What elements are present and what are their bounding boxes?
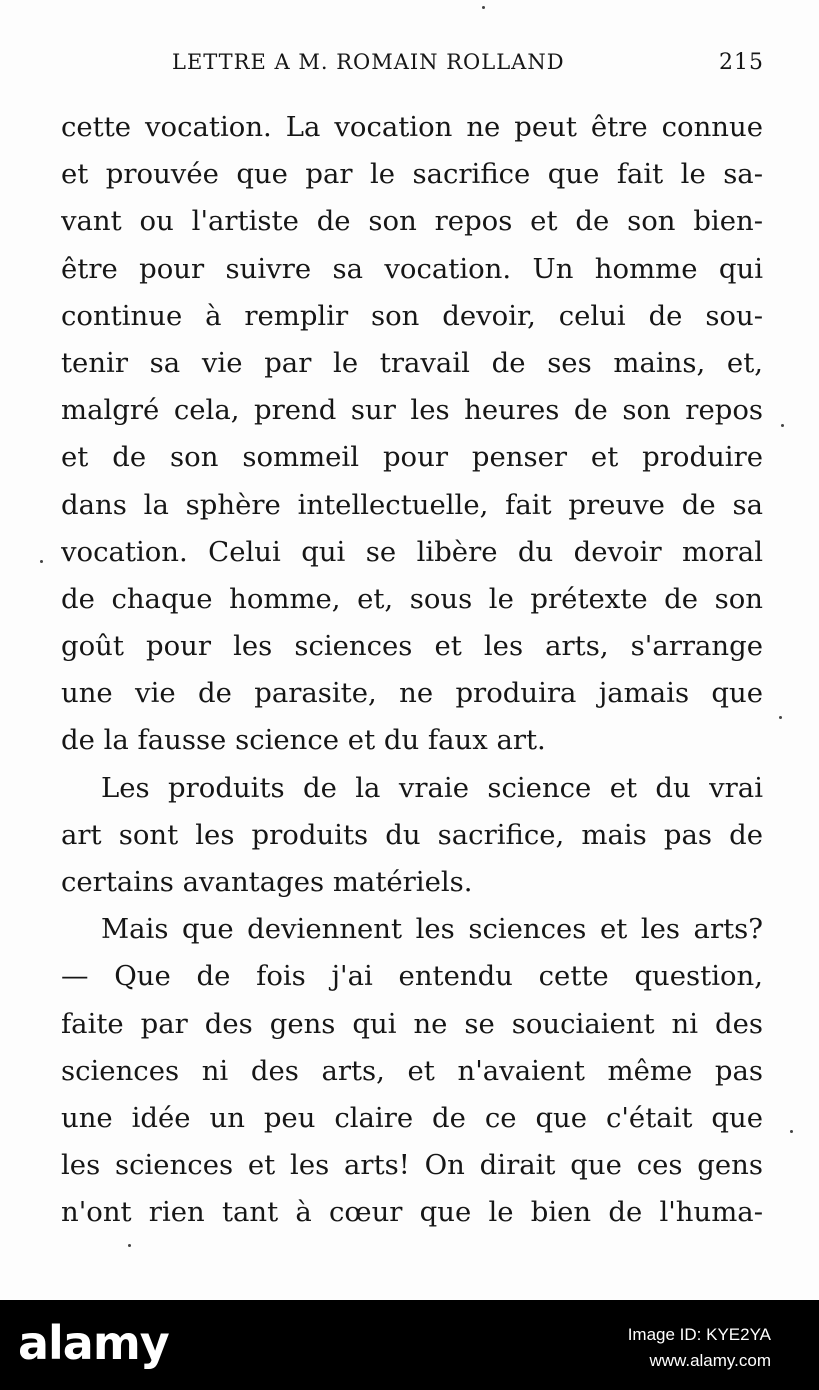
text-line: faite par des gens qui ne se souciaient ni des [61, 1007, 763, 1040]
text-line: goût pour les sciences et les arts, s'arrange [61, 630, 763, 663]
text-line: être pour suivre sa vocation. Un homme qui [61, 252, 763, 285]
scan-speck [482, 6, 485, 9]
running-head [172, 50, 764, 80]
text-line: et prouvée que par le sacrifice que fait le sa- [61, 158, 763, 191]
text-line: de chaque homme, et, sous le prétexte de son [61, 582, 763, 615]
text-line: — Que de fois j'ai entendu cette question, [61, 960, 763, 993]
site-url: www.alamy.com [649, 1351, 771, 1370]
text-line: et de son sommeil pour penser et produire [61, 441, 763, 474]
watermark-bar [0, 1300, 819, 1390]
alamy-logo: alamy [18, 1316, 169, 1370]
running-title: LETTRE A M. ROMAIN ROLLAND [172, 50, 565, 74]
text-line: une vie de parasite, ne produira jamais que [61, 677, 763, 710]
scan-speck [790, 1130, 793, 1133]
scan-speck [779, 716, 782, 719]
text-line: art sont les produits du sacrifice, mais pas de [61, 818, 763, 851]
text-line: tenir sa vie par le travail de ses mains, et, [61, 346, 763, 379]
image-id: Image ID: KYE2YA [627, 1325, 771, 1344]
text-line: Mais que deviennent les sciences et les arts? [101, 913, 763, 946]
text-line: une idée un peu claire de ce que c'était que [61, 1101, 763, 1134]
text-line: vocation. Celui qui se libère du devoir moral [61, 535, 763, 568]
scan-speck [128, 1244, 131, 1247]
text-line: cette vocation. La vocation ne peut être connue [61, 111, 763, 143]
text-line: certains avantages matériels. [61, 866, 473, 898]
watermark-info [628, 1322, 771, 1374]
text-line: malgré cela, prend sur les heures de son repos [61, 394, 763, 427]
scan-speck [781, 424, 784, 427]
text-line: vant ou l'artiste de son repos et de son bien- [61, 205, 763, 238]
text-line: continue à remplir son devoir, celui de sou- [61, 299, 763, 332]
text-line: les sciences et les arts! On dirait que ces gens [61, 1149, 763, 1182]
text-line: Les produits de la vraie science et du vrai [101, 771, 763, 804]
scan-speck [40, 560, 43, 563]
body-text [61, 104, 763, 1237]
text-line: dans la sphère intellectuelle, fait preuve de sa [61, 488, 763, 521]
text-line: de la fausse science et du faux art. [61, 724, 546, 757]
page-number: 215 [719, 50, 764, 75]
text-line: sciences ni des arts, et n'avaient même pas [61, 1054, 763, 1087]
text-line: n'ont rien tant à cœur que le bien de l'huma- [61, 1196, 763, 1229]
